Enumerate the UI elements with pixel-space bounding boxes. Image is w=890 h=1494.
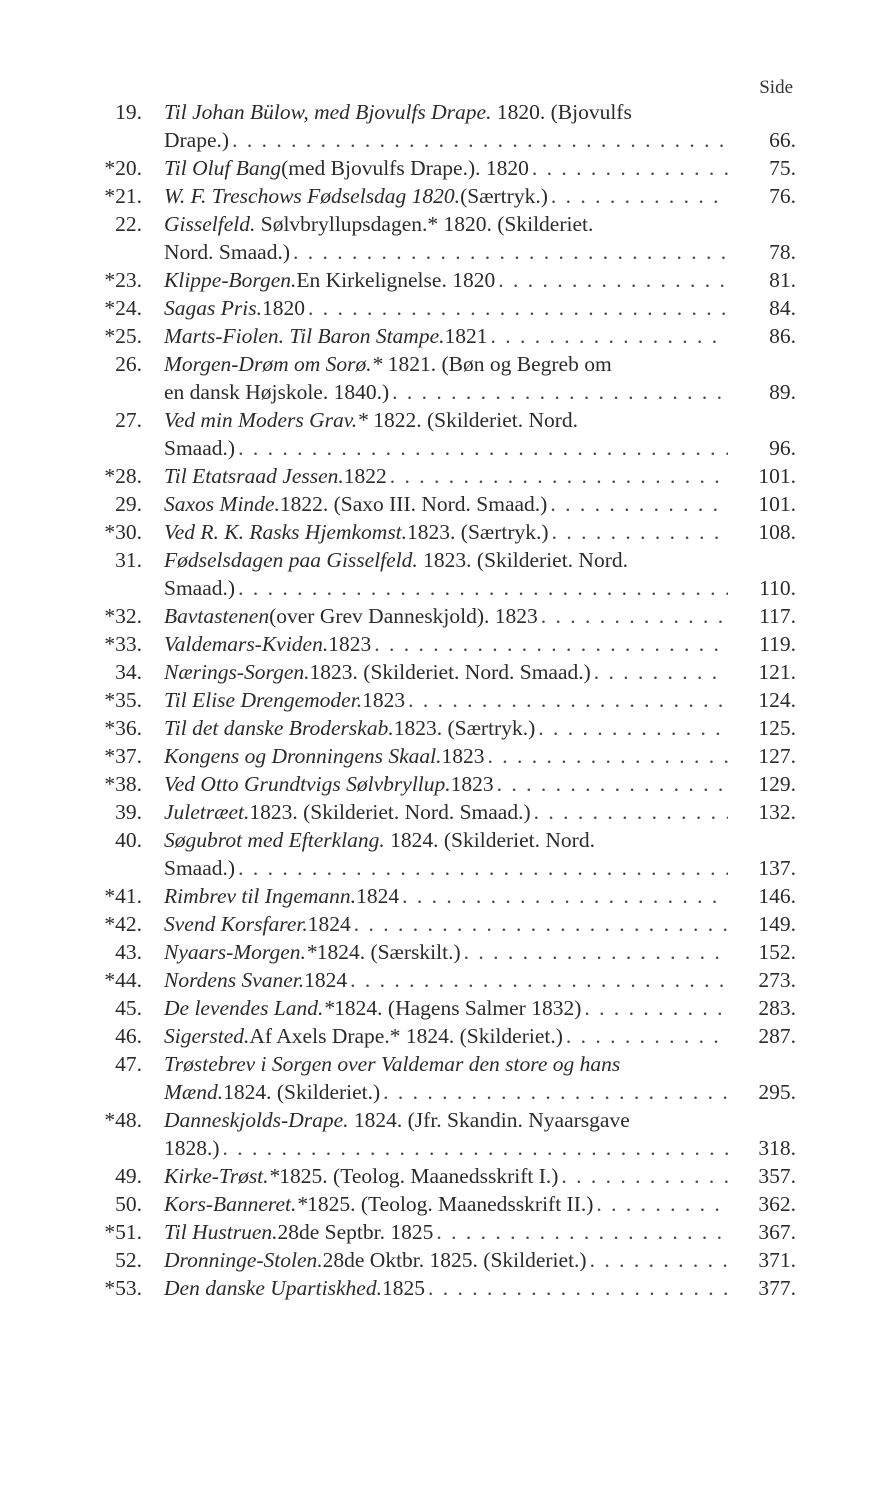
toc-entry [0,1246,890,1274]
page-number: 125. [758,716,796,740]
entry-body [164,630,731,658]
entry-line-continued [164,1078,731,1106]
entry-title: Rimbrev til Ingemann. [164,884,357,908]
entry-number: *38. [104,772,142,796]
entry-details: 1821 [444,324,488,348]
entry-number: 34. [115,660,142,684]
dot-leader [354,910,728,938]
entry-title: Til Etatsraad Jessen. [164,464,344,488]
entry-line [164,154,731,182]
entry-number: *48. [104,1108,142,1132]
toc-entry [0,182,890,210]
entry-details: (Særtryk.) [460,184,548,208]
entry-details: 1820. (Bjovulfs [491,100,632,124]
entry-line [164,798,731,826]
entry-details: 28de Oktbr. 1825. (Skilderiet.) [322,1248,587,1272]
toc-entry [0,266,890,294]
entry-number: *28. [104,464,142,488]
entry-title: Gisselfeld. [164,212,256,236]
page-number: 78. [769,240,796,264]
toc-entry [0,546,890,602]
page-number: 129. [758,772,796,796]
dot-leader [551,182,728,210]
dot-leader [498,266,728,294]
entry-number: *23. [104,268,142,292]
entry-line [164,1246,731,1274]
entry-line-continued [164,378,731,406]
entry-line [164,714,731,742]
page-number: 110. [759,576,796,600]
dot-leader [491,322,729,350]
entry-title: Fødselsdagen paa Gisselfeld. [164,548,418,572]
page-number: 108. [758,520,796,544]
entry-title: Morgen-Drøm om Sorø.* [164,352,383,376]
entry-number: *20. [104,156,142,180]
entry-number: *36. [104,716,142,740]
entry-body [164,1246,731,1274]
page-number: 146. [758,884,796,908]
entry-body [164,882,731,910]
entry-line [164,322,731,350]
dot-leader [238,854,728,882]
entry-title: Nærings-Sorgen. [164,660,310,684]
entry-title: Sagas Pris. [164,296,262,320]
dot-leader [390,462,728,490]
entry-body [164,910,731,938]
page-number: 89. [769,380,796,404]
entry-body [164,154,731,182]
page-number: 362. [758,1192,796,1216]
entry-line [164,1190,731,1218]
page-number: 101. [758,464,796,488]
entry-body [164,1274,731,1302]
entry-number: *42. [104,912,142,936]
entry-line [164,1106,731,1134]
entry-body [164,994,731,1022]
entry-number: 45. [115,996,142,1020]
entry-details: 1825 [381,1276,425,1300]
entry-title: Klippe-Borgen. [164,268,297,292]
entry-title: Dronninge-Stolen. [164,1248,323,1272]
entry-number: 47. [115,1052,142,1076]
entry-line-continued [164,238,731,266]
entry-line-continued [164,126,731,154]
entry-details: 1823. (Særtryk.) [407,520,549,544]
entry-number: *35. [104,688,142,712]
toc-entry [0,490,890,518]
entry-body [164,490,731,518]
dot-leader [594,658,728,686]
dot-leader [408,686,728,714]
toc-entry [0,1106,890,1162]
entry-details: (over Grev Danneskjold). 1823 [269,604,538,628]
entry-details: 1824. (Hagens Salmer 1832) [334,996,582,1020]
entry-title: Saxos Minde. [164,492,280,516]
entry-body [164,686,731,714]
entry-body [164,1190,731,1218]
entry-body [164,350,731,406]
toc-entry [0,1162,890,1190]
entry-details: 1823 [450,772,494,796]
entry-line [164,742,731,770]
entry-number: *25. [104,324,142,348]
entry-details: (med Bjovulfs Drape.). 1820 [281,156,529,180]
page-number: 96. [769,436,796,460]
dot-leader [232,126,728,154]
toc-entry [0,1190,890,1218]
page-column-header: Side [759,77,793,98]
toc-entry [0,938,890,966]
table-of-contents [0,98,890,1302]
toc-entry [0,658,890,686]
toc-entry [0,98,890,154]
entry-number: 27. [115,408,142,432]
toc-entry [0,882,890,910]
entry-number: *24. [104,296,142,320]
entry-line [164,294,731,322]
page-number: 273. [758,968,796,992]
page-number: 66. [769,128,796,152]
entry-continuation: Drape.) [164,128,230,152]
entry-number: *44. [104,968,142,992]
entry-body [164,322,731,350]
entry-body [164,966,731,994]
entry-body [164,462,731,490]
entry-title: Danneskjolds-Drape. [164,1108,349,1132]
entry-line [164,490,731,518]
entry-body [164,1218,731,1246]
entry-body [164,182,731,210]
entry-body [164,294,731,322]
entry-number: 29. [115,492,142,516]
entry-title: Til Hustruen. [164,1220,278,1244]
entry-title: Ved min Moders Grav.* [164,408,368,432]
entry-body [164,602,731,630]
entry-title: W. F. Treschows Fødselsdag 1820. [164,184,461,208]
toc-entry [0,406,890,462]
entry-details: 1824. (Jfr. Skandin. Nyaarsgave [348,1108,630,1132]
entry-number: *32. [104,604,142,628]
entry-details: 1824 [304,968,348,992]
entry-body [164,826,731,882]
entry-continuation: 1828.) [164,1136,220,1160]
entry-line [164,966,731,994]
toc-entry [0,994,890,1022]
entry-body [164,742,731,770]
entry-title: Ved R. K. Rasks Hjemkomst. [164,520,408,544]
entry-title: Til Elise Drengemoder. [164,688,363,712]
entry-title: Sigersted. [164,1024,250,1048]
entry-body [164,1022,731,1050]
entry-number: 52. [115,1248,142,1272]
toc-entry [0,966,890,994]
entry-number: 50. [115,1192,142,1216]
entry-title: Den danske Upartiskhed. [164,1276,382,1300]
entry-details: 1822. (Saxo III. Nord. Smaad.) [279,492,548,516]
dot-leader [566,1022,728,1050]
entry-body [164,1106,731,1162]
entry-number: *37. [104,744,142,768]
entry-details: 1823 [328,632,372,656]
toc-entry [0,770,890,798]
entry-details: 1822. (Skilderiet. Nord. [367,408,579,432]
entry-line [164,938,731,966]
page-number: 152. [758,940,796,964]
page-number: 367. [758,1220,796,1244]
toc-entry [0,350,890,406]
entry-line [164,1022,731,1050]
entry-details: 1823. (Skilderiet. Nord. Smaad.) [309,660,591,684]
entry-title: Trøstebrev i Sorgen over Valdemar den store og hans [164,1052,621,1076]
toc-entry [0,910,890,938]
toc-entry [0,518,890,546]
entry-line [164,1162,731,1190]
entry-line-continued [164,854,731,882]
entry-line [164,406,731,434]
page-number: 137. [758,856,796,880]
entry-line [164,770,731,798]
entry-details: 1824 [307,912,351,936]
dot-leader [464,938,728,966]
page-number: 127. [758,744,796,768]
dot-leader [584,994,728,1022]
entry-number: 46. [115,1024,142,1048]
entry-line-continued [164,1134,731,1162]
page-number: 86. [769,324,796,348]
entry-continuation: Smaad.) [164,576,236,600]
entry-title: Til det danske Broderskab. [164,716,394,740]
page-number: 318. [758,1136,796,1160]
entry-title: Kongens og Dronningens Skaal. [164,744,442,768]
toc-entry [0,1022,890,1050]
page-number: 149. [758,912,796,936]
entry-body [164,546,731,602]
page-number: 76. [769,184,796,208]
dot-leader [488,742,729,770]
entry-body [164,658,731,686]
entry-number: 39. [115,800,142,824]
entry-number: *53. [104,1276,142,1300]
entry-details: 1823. (Skilderiet. Nord. Smaad.) [249,800,531,824]
entry-number: *30. [104,520,142,544]
toc-entry [0,1050,890,1106]
entry-line-continued [164,434,731,462]
entry-number: 40. [115,828,142,852]
entry-line [164,1218,731,1246]
entry-title: Kors-Banneret.* [164,1192,308,1216]
entry-title: Valdemars-Kviden. [164,632,329,656]
page-number: 121. [758,660,796,684]
dot-leader [223,1134,728,1162]
entry-body [164,266,731,294]
entry-number: *21. [104,184,142,208]
dot-leader [497,770,728,798]
dot-leader [308,294,728,322]
entry-details: 1825. (Teolog. Maanedsskrift I.) [279,1164,559,1188]
entry-details: 1823 [362,688,406,712]
entry-line [164,826,731,854]
dot-leader [428,1274,728,1302]
entry-body [164,1162,731,1190]
dot-leader [383,1078,728,1106]
entry-line [164,518,731,546]
dot-leader [561,1162,728,1190]
entry-line-continued [164,574,731,602]
entry-title: Nordens Svaner. [164,968,305,992]
dot-leader [436,1218,728,1246]
entry-line [164,910,731,938]
entry-number: 22. [115,212,142,236]
toc-entry [0,742,890,770]
page-number: 371. [758,1248,796,1272]
entry-continuation: en dansk Højskole. 1840.) [164,380,390,404]
entry-details: 1821. (Bøn og Begreb om [382,352,612,376]
dot-leader [238,574,728,602]
entry-details: 1824. (Skilderiet. Nord. [384,828,595,852]
dot-leader [350,966,728,994]
entry-title-continued: Mænd. [164,1080,224,1104]
entry-title: Kirke-Trøst.* [164,1164,280,1188]
entry-details: 1824. (Skilderiet.) [223,1080,381,1104]
toc-entry [0,602,890,630]
entry-details: Sølvbryllupsdagen.* 1820. (Skilderiet. [255,212,594,236]
toc-entry [0,630,890,658]
entry-details: En Kirkelignelse. 1820 [296,268,496,292]
page-number: 357. [758,1164,796,1188]
entry-line [164,686,731,714]
entry-line [164,994,731,1022]
dot-leader [238,434,728,462]
entry-details: 1824 [356,884,400,908]
entry-line [164,462,731,490]
entry-body [164,518,731,546]
entry-title: Søgubrot med Efterklang. [164,828,385,852]
entry-body [164,798,731,826]
entry-number: 26. [115,352,142,376]
toc-entry [0,322,890,350]
page-number: 119. [759,632,796,656]
entry-title: Til Oluf Bang [164,156,282,180]
page-number: 283. [758,996,796,1020]
entry-line [164,546,731,574]
toc-entry [0,826,890,882]
entry-title: Ved Otto Grundtvigs Sølvbryllup. [164,772,451,796]
toc-entry [0,154,890,182]
dot-leader [293,238,728,266]
entry-number: 31. [115,548,142,572]
dot-leader [402,882,728,910]
entry-details: 1825. (Teolog. Maanedsskrift II.) [307,1192,594,1216]
entry-line [164,630,731,658]
entry-details: 1820 [261,296,305,320]
entry-details: 28de Septbr. 1825 [277,1220,434,1244]
entry-line [164,266,731,294]
entry-body [164,210,731,266]
dot-leader [532,154,728,182]
entry-title: Til Johan Bülow, med Bjovulfs Drape. [164,100,492,124]
entry-body [164,406,731,462]
entry-title: De levendes Land.* [164,996,335,1020]
page-number: 377. [758,1276,796,1300]
entry-details: 1822 [343,464,387,488]
dot-leader [550,490,728,518]
entry-line [164,350,731,378]
entry-line [164,602,731,630]
entry-line [164,658,731,686]
page-number: 101. [758,492,796,516]
entry-number: 43. [115,940,142,964]
page-number: 132. [758,800,796,824]
dot-leader [541,602,728,630]
entry-line [164,882,731,910]
dot-leader [538,714,728,742]
entry-continuation: Smaad.) [164,856,236,880]
dot-leader [534,798,728,826]
dot-leader [552,518,728,546]
entry-title: Nyaars-Morgen.* [164,940,317,964]
entry-continuation: Nord. Smaad.) [164,240,290,264]
page-number: 81. [769,268,796,292]
toc-entry [0,210,890,266]
entry-continuation: Smaad.) [164,436,236,460]
entry-line [164,210,731,238]
entry-body [164,938,731,966]
entry-details: 1824. (Særskilt.) [316,940,461,964]
entry-number: 19. [115,100,142,124]
toc-entry [0,1218,890,1246]
entry-number: *51. [104,1220,142,1244]
entry-details: 1823 [441,744,485,768]
page-number: 117. [759,604,796,628]
entry-number: *33. [104,632,142,656]
entry-line [164,1274,731,1302]
entry-details: 1823. (Skilderiet. Nord. [417,548,628,572]
entry-details: Af Axels Drape.* 1824. (Skilderiet.) [249,1024,563,1048]
toc-entry [0,798,890,826]
entry-details: 1823. (Særtryk.) [393,716,536,740]
page-number: 84. [769,296,796,320]
page-number: 124. [758,688,796,712]
dot-leader [590,1246,728,1274]
entry-title: Bavtastenen [164,604,270,628]
entry-body [164,98,731,154]
entry-title: Marts-Fiolen. Til Baron Stampe. [164,324,445,348]
toc-entry [0,294,890,322]
dot-leader [374,630,728,658]
entry-number: 49. [115,1164,142,1188]
toc-entry [0,1274,890,1302]
page-number: 287. [758,1024,796,1048]
entry-body [164,770,731,798]
entry-title: Svend Korsfarer. [164,912,308,936]
toc-entry [0,714,890,742]
entry-number: *41. [104,884,142,908]
entry-title: Juletræet. [164,800,250,824]
entry-line [164,98,731,126]
dot-leader [596,1190,728,1218]
toc-entry [0,462,890,490]
entry-body [164,1050,731,1106]
entry-line [164,182,731,210]
page-number: 295. [758,1080,796,1104]
toc-entry [0,686,890,714]
page-number: 75. [769,156,796,180]
entry-line [164,1050,731,1078]
entry-body [164,714,731,742]
dot-leader [392,378,728,406]
